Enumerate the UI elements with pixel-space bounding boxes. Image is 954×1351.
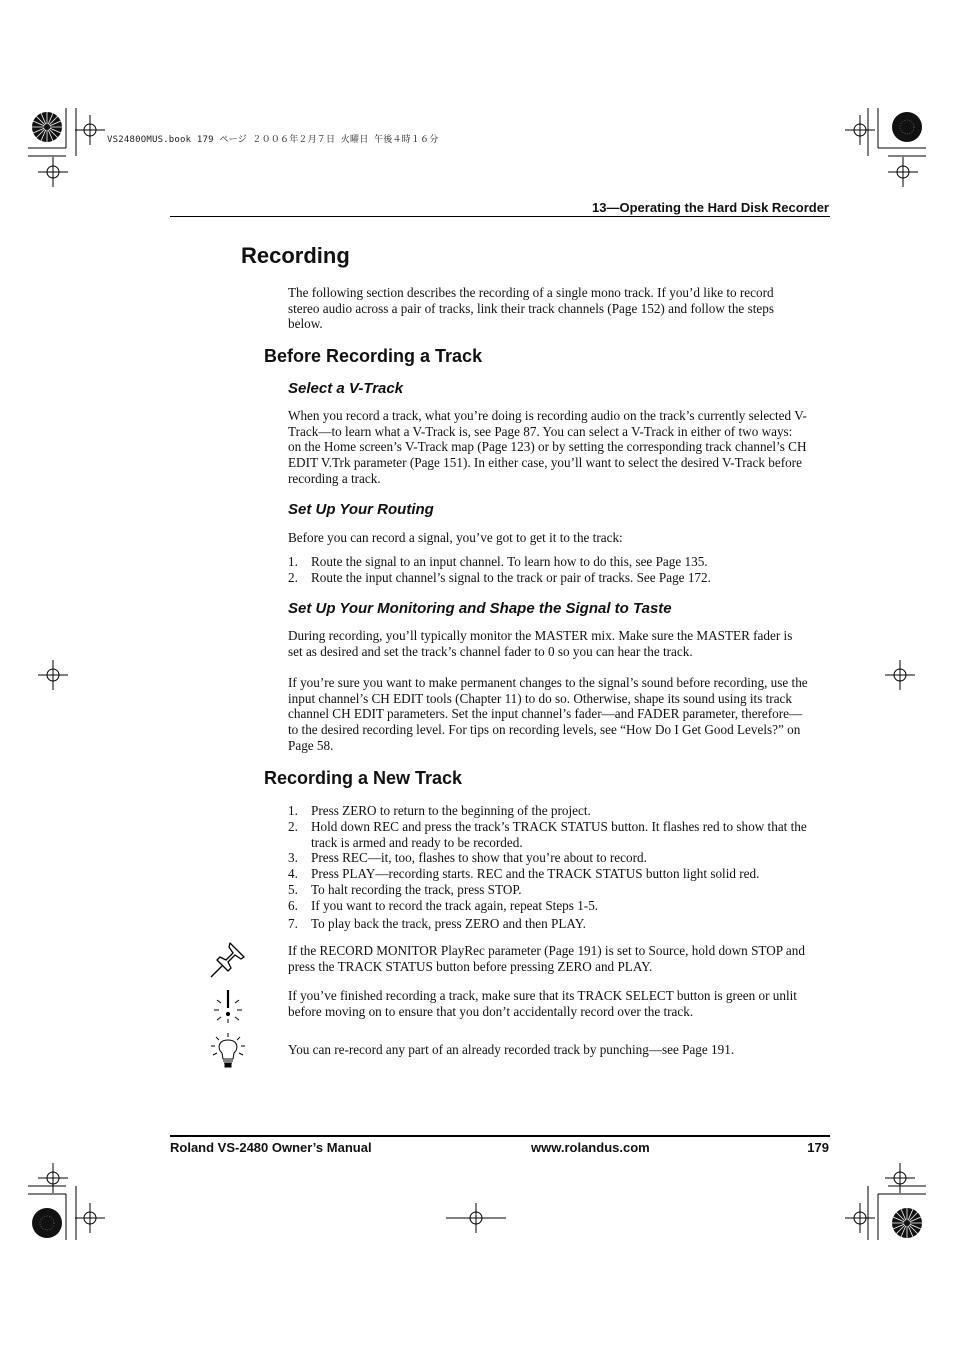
routing-steps (288, 554, 813, 586)
crosshair-mark-icon (888, 157, 918, 187)
crosshair-mark-icon (885, 1163, 915, 1193)
print-info: VS2480OMUS.book 179 ページ ２００６年２月７日 火曜日 午後４時１６分 (107, 135, 439, 145)
step-number: 3. (288, 850, 298, 866)
registration-mark-icon (890, 110, 924, 144)
page-title: Recording (241, 243, 350, 268)
registration-mark-icon (890, 1206, 924, 1240)
crosshair-mark-icon (446, 1203, 506, 1233)
crosshair-mark-icon (885, 660, 915, 690)
crosshair-mark-icon (75, 115, 105, 145)
step-number: 1. (288, 803, 298, 818)
subheading-monitoring: Set Up Your Monitoring and Shape the Signal to Taste (288, 600, 672, 617)
monitoring-paragraph-2: If you’re sure you want to make permanent changes to the signal’s sound before recording, use the input channel’s CH EDIT tools (Chapter 11) to do so. Otherwise, shape its sound using its track channel CH EDIT parameters. Set the input channel’s fader—and FADER parameter, therefore—to the desired recording level. For tips on recording levels, see “How Do I Get Good Levels?” on Page 58. (288, 675, 808, 753)
step-text: Press ZERO to return to the beginning of the project. (311, 803, 591, 818)
running-head: 13—Operating the Hard Disk Recorder (592, 200, 829, 215)
pushpin-icon (208, 940, 248, 980)
step-text: Hold down REC and press the track’s TRACK STATUS button. It flashes red to show that the track is armed and ready to be recorded. (311, 818, 807, 850)
registration-mark-icon (30, 1206, 64, 1240)
step-text: To play back the track, press ZERO and then PLAY. (311, 915, 586, 931)
footer-website-link[interactable]: www.rolandus.com (531, 1140, 650, 1155)
list-item (288, 570, 813, 586)
step-text: If you want to record the track again, repeat Steps 1-5. (311, 897, 599, 913)
monitoring-paragraph-1: During recording, you’ll typically monitor the MASTER mix. Make sure the MASTER fader is set as desired and set the track’s channel fader to 0 so you can hear the track. (288, 628, 793, 659)
tip-text: You can re-record any part of an already recorded track by punching—see Page 191. (288, 1042, 735, 1057)
subheading-routing: Set Up Your Routing (288, 501, 434, 518)
step-number: 2. (288, 569, 298, 585)
step-text: To halt recording the track, press STOP. (311, 881, 522, 897)
step-number: 6. (288, 897, 298, 913)
list-item (288, 882, 813, 898)
list-item (288, 866, 813, 882)
section-heading-before-recording: Before Recording a Track (264, 346, 483, 366)
crosshair-mark-icon (38, 660, 68, 690)
footer-manual-title: Roland VS-2480 Owner’s Manual (170, 1140, 372, 1155)
header-rule (170, 216, 830, 217)
crosshair-mark-icon (38, 1163, 68, 1193)
crosshair-mark-icon (75, 1203, 105, 1233)
routing-paragraph: Before you can record a signal, you’ve got to get it to the track: (288, 530, 623, 545)
step-text: Press PLAY—recording starts. REC and the TRACK STATUS button light solid red. (311, 866, 760, 882)
list-item (288, 916, 813, 932)
registration-mark-icon (30, 110, 64, 144)
intro-paragraph: The following section describes the recording of a single mono track. If you’d like to record stereo audio across a pair of tracks, link their track channels (Page 152) and follow the steps below. (288, 285, 774, 332)
step-number: 7. (288, 915, 298, 931)
crosshair-mark-icon (38, 157, 68, 187)
list-item (288, 554, 813, 570)
crosshair-mark-icon (845, 115, 875, 145)
recording-steps (288, 803, 813, 931)
list-item (288, 898, 813, 914)
list-item (288, 803, 813, 819)
step-number: 5. (288, 881, 298, 897)
step-number: 1. (288, 554, 298, 569)
warning-text: If you’ve finished recording a track, make sure that its TRACK SELECT button is green or unlit before moving on to ensure that you don’t accidentally record over the track. (288, 988, 797, 1019)
step-number: 4. (288, 866, 298, 882)
step-number: 2. (288, 818, 298, 834)
step-text: Press REC—it, too, flashes to show that you’re about to record. (311, 850, 647, 866)
subheading-select-vtrack: Select a V-Track (288, 380, 404, 397)
lightbulb-icon (208, 1031, 248, 1071)
select-vtrack-paragraph: When you record a track, what you’re doing is recording audio on the track’s currently selected V-Track—to learn what a V-Track is, see Page 87. You can select a V-Track in either of two ways: on the Home screen’s V-Track map (Page 123) or by setting the corresponding track channel’s CH EDIT V.Trk parameter (Page 151). In either case, you’ll want to select the desired V-Track before recording a track. (288, 408, 807, 486)
step-text: Route the signal to an input channel. To learn how to do this, see Page 135. (311, 554, 708, 569)
page-number: 179 (807, 1140, 829, 1155)
crosshair-mark-icon (845, 1203, 875, 1233)
step-text: Route the input channel’s signal to the track or pair of tracks. See Page 172. (311, 569, 711, 585)
section-heading-new-track: Recording a New Track (264, 768, 463, 788)
footer-rule (170, 1135, 830, 1137)
list-item (288, 819, 813, 851)
exclamation-burst-icon (208, 986, 248, 1026)
note-text: If the RECORD MONITOR PlayRec parameter (Page 191) is set to Source, hold down STOP and press the TRACK STATUS button before pressing ZERO and PLAY. (288, 943, 805, 974)
list-item (288, 850, 813, 866)
